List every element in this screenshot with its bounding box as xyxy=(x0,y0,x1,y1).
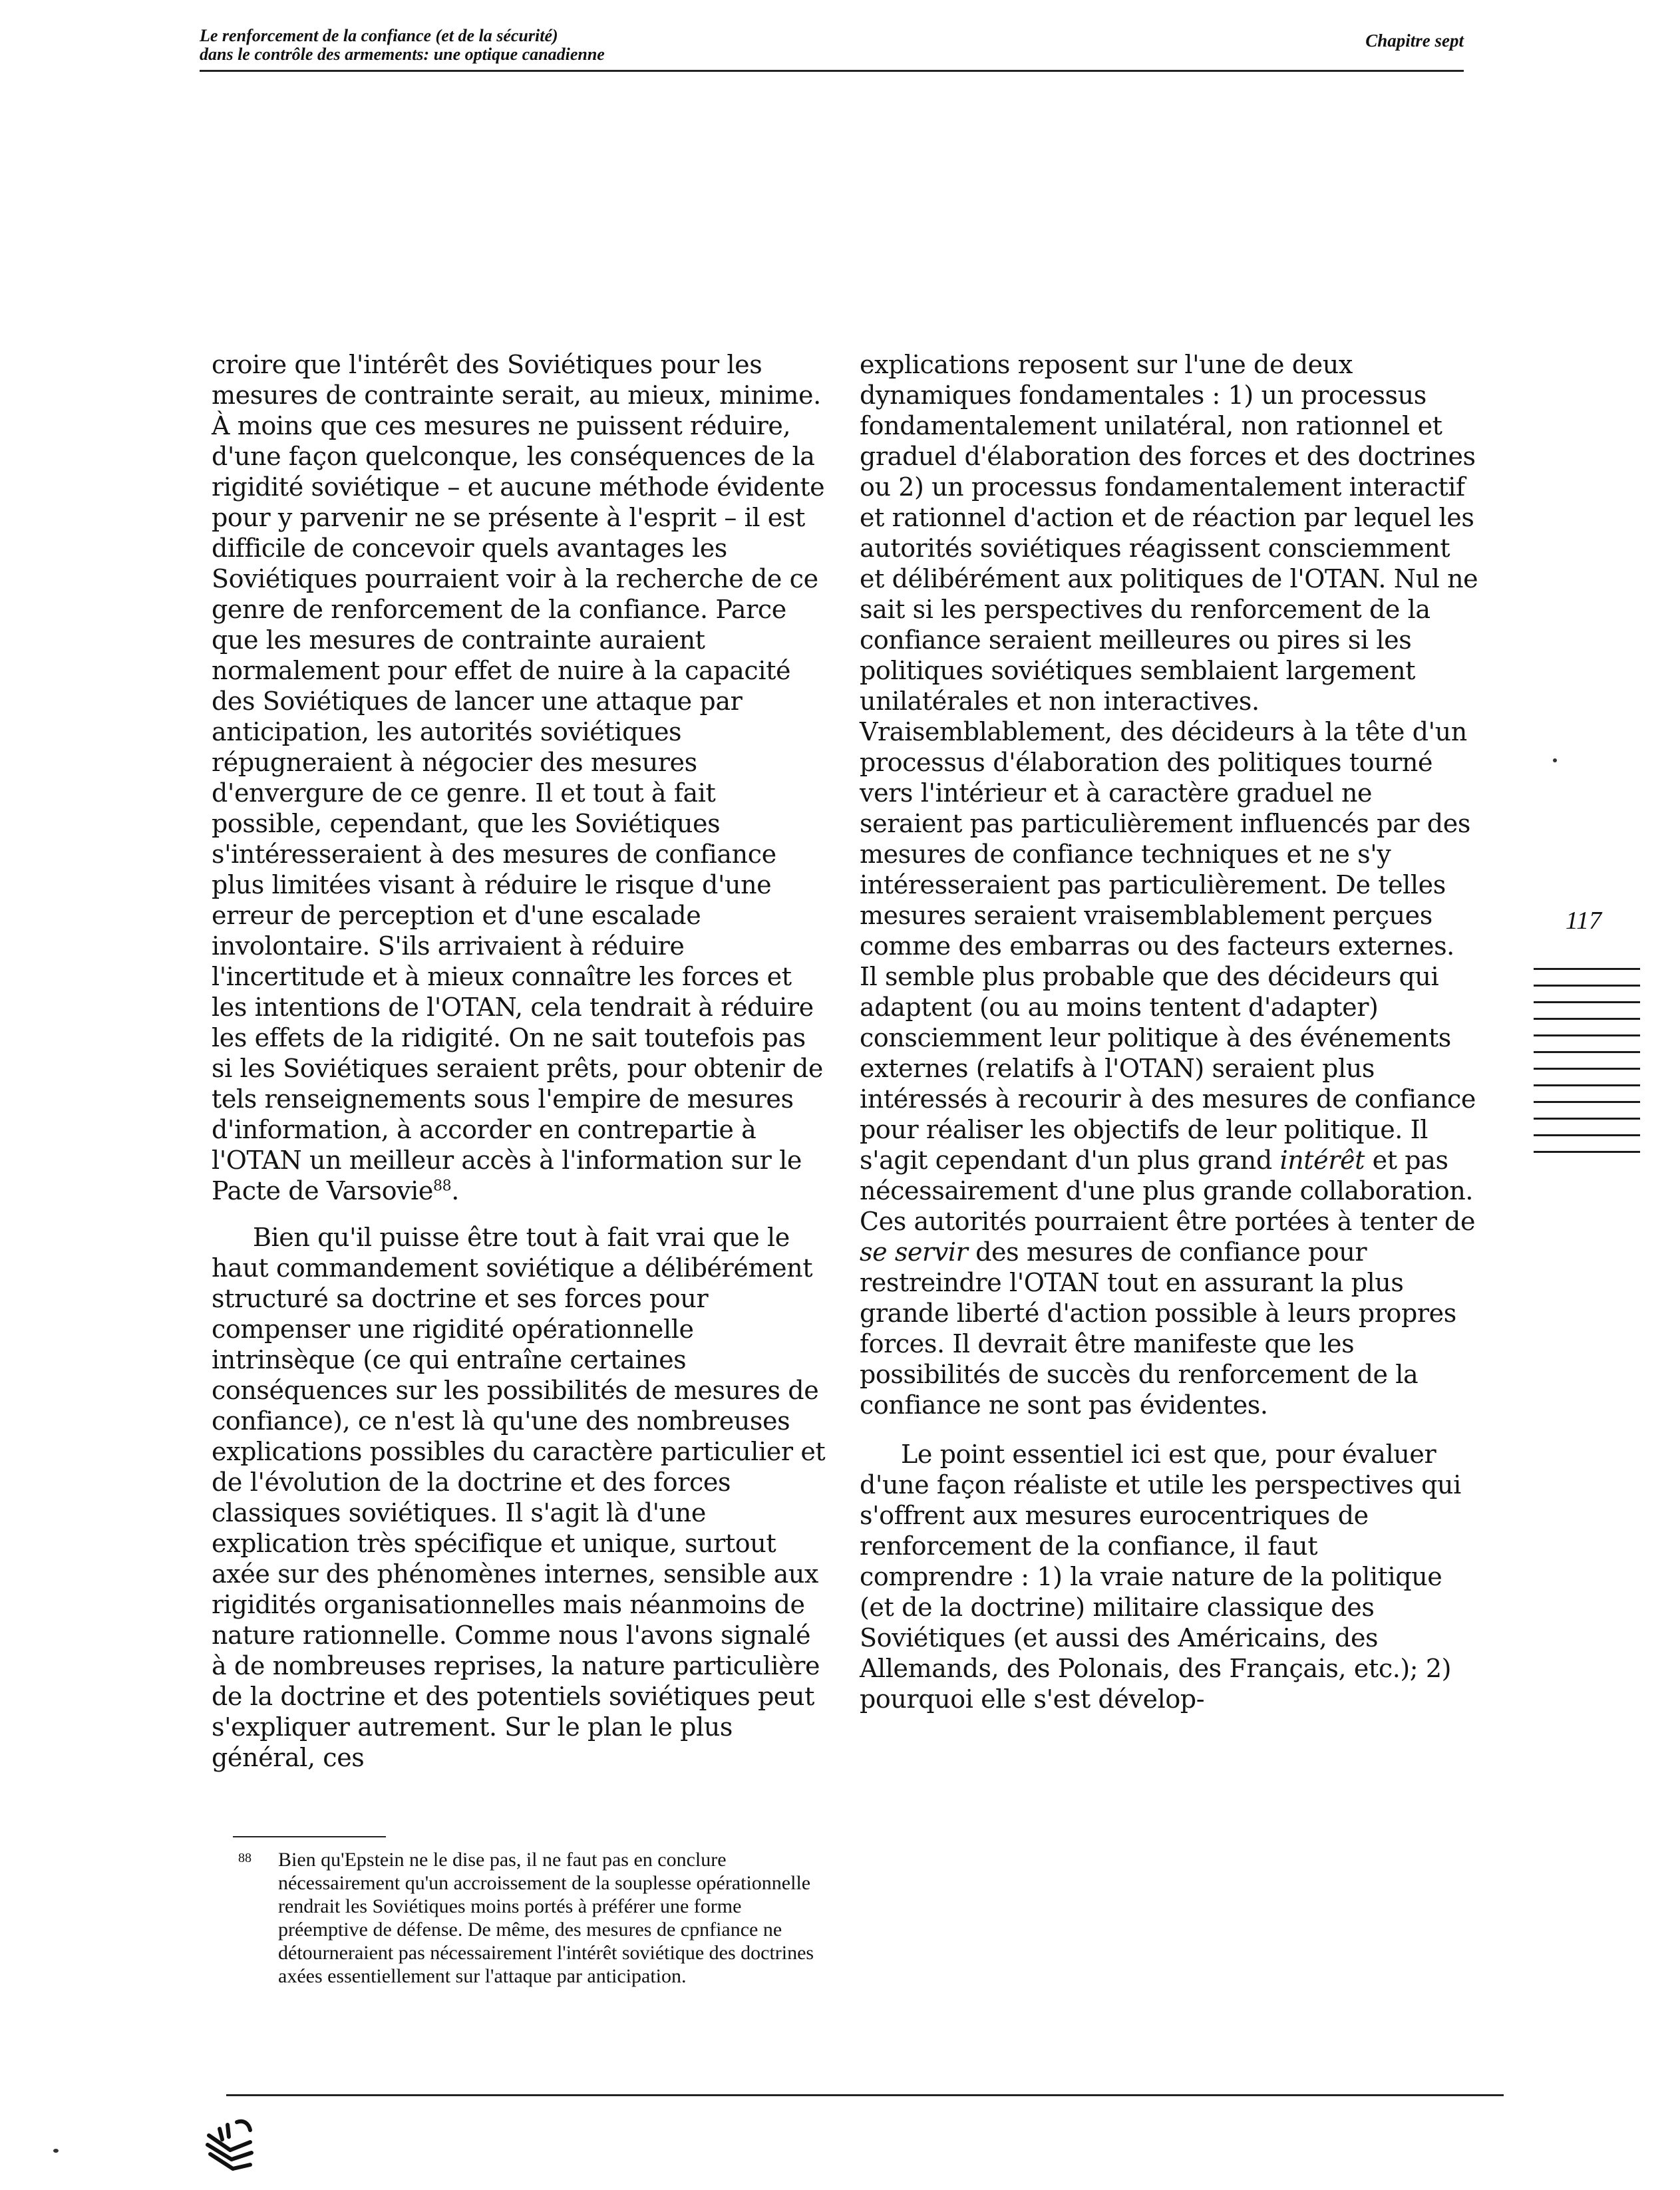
scan-speck xyxy=(53,2149,59,2153)
margin-rule xyxy=(1534,968,1640,970)
left-column xyxy=(212,349,830,1773)
margin-rule xyxy=(1534,1051,1640,1053)
margin-rule xyxy=(1534,1018,1640,1020)
scan-speck xyxy=(1553,758,1557,762)
footnote-reference[interactable]: 88 xyxy=(433,1177,452,1195)
right-paragraph-2: Le point essentiel ici est que, pour évaluer d'une façon réaliste et utile les perspectives qui s'offrent aux mesures eurocentriques de renforcement de la confiance, il faut comprendre : 1) la vraie nature de la politique (et de la doctrine) militaire classique des Soviétiques (et aussi des Américains, des Allemands, des Polonais, des Français, etc.); 2) pourquoi elle s'est dévelop- xyxy=(860,1440,1461,1714)
header-divider xyxy=(200,70,1464,72)
footnote xyxy=(233,1848,832,1988)
footnote-text: Bien qu'Epstein ne le dise pas, il ne faut pas en conclure nécessairement qu'un accroissement de la souplesse opérationnelle rendrait les Soviétiques moins portés à préférer une forme préemptive de défense. De même, des mesures de cpnfiance ne détourneraient pas nécessairement l'intérêt soviétique des doctrines axées essentiellement sur l'attaque par anticipation. xyxy=(278,1849,814,1987)
right-column xyxy=(860,349,1478,1714)
margin-rule xyxy=(1534,1101,1640,1103)
left-paragraph-2: Bien qu'il puisse être tout à fait vrai que le haut commandement soviétique a délibérément structuré sa doctrine et ses forces pour compenser une rigidité opérationnelle intrinsèque (ce qui entraîne certaines conséquences sur les possibilités de mesures de confiance), ce n'est là qu'une des nombreuses explications possibles du caractère particulier et de l'évolution de la doctrine et des forces classiques soviétiques. Il s'agit là d'une explication très spécifique et unique, surtout axée sur des phénomènes internes, sensible aux rigidités organisationnelles mais néanmoins de nature rationnelle. Comme nous l'avons signalé à de nombreuses reprises, la nature particulière de la doctrine et des potentiels soviétiques peut s'expliquer autrement. Sur le plan le plus général, ces xyxy=(212,1223,826,1772)
margin-rule xyxy=(1534,1068,1640,1070)
running-header xyxy=(200,27,1065,64)
emphasis-se-servir: se servir xyxy=(860,1237,968,1267)
page-number: 117 xyxy=(1565,907,1602,935)
left-paragraph-1: croire que l'intérêt des Soviétiques pour les mesures de contrainte serait, au mieux, minime. À moins que ces mesures ne puissent réduire, d'une façon quelconque, les conséquences de la rigidité soviétique – et aucune méthode évidente pour y parvenir ne se présente à l'esprit – il est difficile de concevoir quels avantages les Soviétiques pourraient voir à la recherche de ce genre de renforcement de la confiance. Parce que les mesures de contrainte auraient normalement pour effet de nuire à la capacité des Soviétiques de lancer une attaque par anticipation, les autorités soviétiques répugneraient à négocier des mesures d'envergure de ce genre. Il et tout à fait possible, cependant, que les Soviétiques s'intéresseraient à des mesures de confiance plus limitées visant à réduire le risque d'une erreur de perception et d'une escalade involontaire. S'ils arrivaient à réduire l'incertitude et à mieux connaître les forces et les intentions de l'OTAN, cela tendrait à réduire les effets de la ridigité. On ne sait toutefois pas si les Soviétiques seraient prêts, pour obtenir de tels renseignements sous l'empire de mesures d'information, à accorder en contrepartie à l'OTAN un meilleur accès à l'information sur le Pacte de Varsovie$^{88}$. xyxy=(212,350,825,1205)
footnote-number: 88 xyxy=(238,1851,252,1865)
margin-rule xyxy=(1534,1034,1640,1036)
margin-rule xyxy=(1534,985,1640,987)
margin-rule xyxy=(1534,1134,1640,1136)
header-title-line2: dans le contrôle des armements: une optique canadienne xyxy=(200,45,605,64)
left-p1-text: croire que l'intérêt des Soviétiques pour les mesures de contrainte serait, au mieux, minime. À moins que ces mesures ne puissent réduire, d'une façon quelconque, les conséquences de la rigidité soviétique – et aucune méthode évidente pour y parvenir ne se présente à l'esprit – il est difficile de concevoir quels avantages les Soviétiques pourraient voir à la recherche de ce genre de renforcement de la confiance. Parce que les mesures de contrainte auraient normalement pour effet de nuire à la capacité des Soviétiques de lancer une attaque par anticipation, les autorités soviétiques répugneraient à négocier des mesures d'envergure de ce genre. Il et tout à fait possible, cependant, que les Soviétiques s'intéresseraient à des mesures de confiance plus limitées visant à réduire le risque d'une erreur de perception et d'une escalade involontaire. S'ils arrivaient à réduire l'incertitude et à mieux connaître les forces et les intentions de l'OTAN, cela tendrait à réduire les effets de la ridigité. On ne sait toutefois pas si les Soviétiques seraient prêts, pour obtenir de tels renseignements sous l'empire de mesures d'information, à accorder en contrepartie à l'OTAN un meilleur accès à l'information sur le Pacte de Varsovie xyxy=(212,350,825,1205)
footer-divider xyxy=(226,2094,1504,2096)
chapter-label: Chapitre sept xyxy=(1365,31,1464,51)
emphasis-interet: intérêt xyxy=(1279,1146,1365,1175)
footnote-divider xyxy=(233,1836,386,1837)
margin-rule xyxy=(1534,1118,1640,1120)
margin-rule xyxy=(1534,1001,1640,1003)
header-title-line1: Le renforcement de la confiance (et de la sécurité) xyxy=(200,26,558,45)
margin-rule xyxy=(1534,1151,1640,1153)
right-paragraph-1: explications reposent sur l'une de deux dynamiques fondamentales : 1) un processus fondamentalement unilatéral, non rationnel et graduel d'élaboration des forces et des doctrines ou 2) un processus fondamentalement interactif et rationnel d'action et de réaction par lequel les autorités soviétiques réagissent consciemment et délibérément aux politiques de l'OTAN. Nul ne sait si les perspectives du renforcement de la confiance seraient meilleures ou pires si les politiques soviétiques semblaient largement unilatérales et non interactives. Vraisemblablement, des décideurs à la tête d'un processus d'élaboration des politiques tourné vers l'intérieur et à caractère graduel ne seraient pas particulièrement influencés par des mesures de confiance techniques et ne s'y intéresseraient pas particulièrement. De telles mesures seraient vraisemblablement perçues comme des embarras ou des facteurs externes. Il semble plus probable que des décideurs qui adaptent (ou au moins tentent d'adapter) consciemment leur politique à des événements externes (relatifs à l'OTAN) seraient plus intéressés à recourir à des mesures de confiance pour réaliser les objectifs de leur politique. Il s'agit cependant d'un plus grand intérêt et pas nécessairement d'une plus grande collaboration. Ces autorités pourraient être portées à tenter de se servir des mesures de confiance pour restreindre l'OTAN tout en assurant la plus grande liberté d'action possible à leurs propres forces. Il devrait être manifeste que les possibilités de succès du renforcement de la confiance ne sont pas évidentes. xyxy=(860,350,1478,1420)
margin-rule xyxy=(1534,1084,1640,1086)
publisher-logo-icon xyxy=(204,2115,257,2175)
